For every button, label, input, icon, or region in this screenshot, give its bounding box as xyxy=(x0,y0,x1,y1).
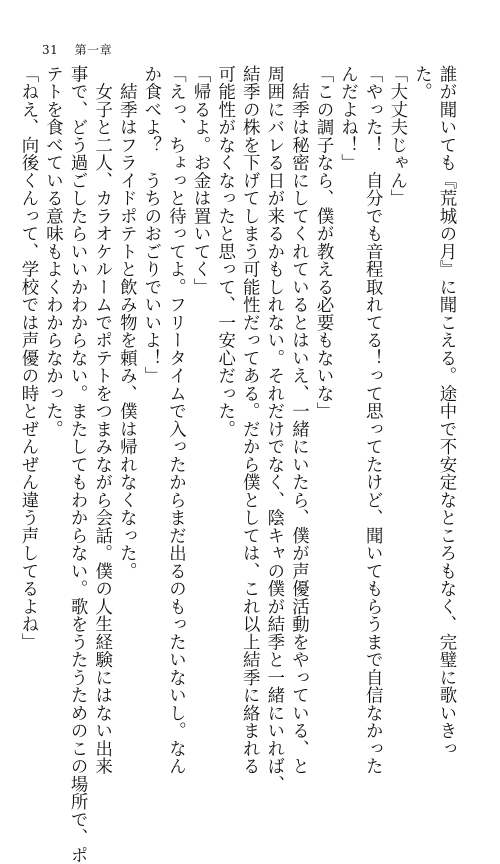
text-line: んだよね！」 xyxy=(337,65,358,172)
text-line: か食べよ？ うちのおごりでいいよ！」 xyxy=(140,65,161,385)
text-line: 「ねえ、向後くんって、学校では声優の時とぜんぜん違う声してるよね」 xyxy=(17,65,38,651)
text-line: 結季はフライドポテトと飲み物を頼み、僕は帰れなくなった。 xyxy=(116,65,137,580)
text-line: 「大丈夫じゃん」 xyxy=(386,65,407,207)
text-line: 可能性がなくなったと思って、一安心だった。 xyxy=(214,65,235,438)
text-line: 「えっ、ちょっと待ってよ。フリータイムで入ったからまだ出るのもったいないし。なん xyxy=(165,65,186,775)
text-line: 「この調子なら、僕が教える必要もないな」 xyxy=(313,65,334,420)
page-number: 31 xyxy=(42,43,59,57)
text-line: 女子と二人、カラオケルームでポテトをつまみながら会話。僕の人生経験にはない出来 xyxy=(91,65,112,775)
text-line: テトを食べている意味もよくわからなかった。 xyxy=(42,65,63,438)
text-line: 事で、どう過ごしたらいいかわからない。またしてもわからない。歌をうたうためのこの場所で、ポ xyxy=(67,65,88,864)
text-line: 「帰るよ。お金は置いてく」 xyxy=(190,65,211,296)
text-line: 結季の株を下げてしまう可能性だってある。だから僕としては、これ以上結季に絡まれる xyxy=(239,65,260,775)
vertical-body-text xyxy=(17,65,458,864)
text-line: た。 xyxy=(411,65,432,101)
text-line: 誰が聞いても『荒城の月』に聞こえる。途中で不安定なところもなく、完璧に歌いきっ xyxy=(436,65,456,758)
text-line: 「やった！ 自分でも音程取れてる！って思ってたけど、聞いてもらうまで自信なかった xyxy=(362,65,383,775)
text-line: 周囲にバレる日が来るかもしれない。それだけでなく、陰キャの僕が結季と一緒にいれば、 xyxy=(263,65,284,793)
chapter-title: 第一章 xyxy=(74,43,113,57)
running-header xyxy=(42,41,112,58)
text-line: 結季は秘密にしてくれているとはいえ、一緒にいたら、僕が声優活動をやっている、と xyxy=(288,65,309,775)
